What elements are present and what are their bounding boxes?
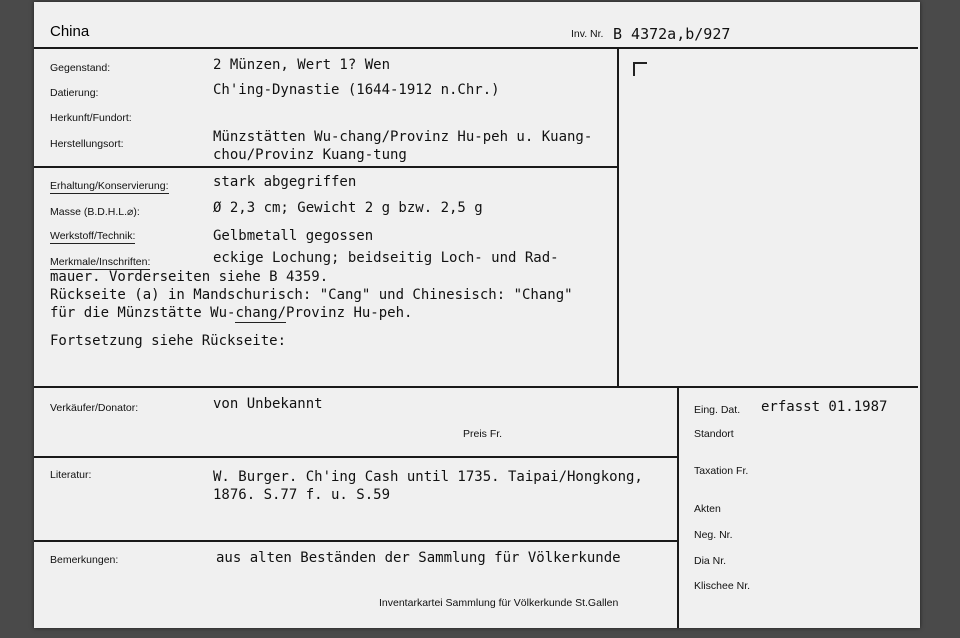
standort-label: Standort [694, 428, 734, 440]
corner-mark [633, 62, 647, 76]
datierung-value: Ch'ing-Dynastie (1644-1912 n.Chr.) [213, 82, 500, 98]
herstellungsort-line-1: Münzstätten Wu-chang/Provinz Hu-peh u. Kuang- [213, 129, 593, 145]
herstellungsort-label: Herstellungsort: [50, 138, 124, 150]
masse-label: Masse (B.D.H.L.⌀): [50, 206, 140, 218]
footer-note: Inventarkartei Sammlung für Völkerkunde St.Gallen [379, 597, 619, 609]
gegenstand-label: Gegenstand: [50, 62, 111, 74]
merkmale-line-1: eckige Lochung; beidseitig Loch- und Rad- [213, 250, 559, 266]
masse-value: Ø 2,3 cm; Gewicht 2 g bzw. 2,5 g [213, 200, 483, 216]
gegenstand-value: 2 Münzen, Wert 1? Wen [213, 57, 391, 73]
preis-label: Preis Fr. [463, 428, 503, 440]
rule-literatur [34, 456, 678, 458]
herkunft-label: Herkunft/Fundort: [50, 112, 132, 124]
rule-mid [34, 166, 618, 168]
country: China [50, 23, 90, 40]
taxation-label: Taxation Fr. [694, 465, 749, 477]
akten-label: Akten [694, 503, 721, 515]
merkmale-label: Merkmale/Inschriften: [50, 256, 151, 268]
merkmale-line-4-post: Provinz Hu-peh. [286, 305, 413, 321]
inv-value: B 4372a,b/927 [613, 25, 731, 43]
klischee-nr-label: Klischee Nr. [694, 580, 751, 592]
verkaeufer-value: von Unbekannt [213, 396, 323, 412]
literatur-line-2: 1876. S.77 f. u. S.59 [213, 487, 391, 503]
eing-dat-value: erfasst 01.1987 [761, 399, 888, 415]
neg-nr-label: Neg. Nr. [694, 529, 733, 541]
rule-bemerkungen [34, 540, 678, 542]
inv-label: Inv. Nr. [571, 28, 604, 40]
bemerkungen-value: aus alten Beständen der Sammlung für Völkerkunde [216, 550, 621, 566]
datierung-label: Datierung: [50, 87, 99, 99]
eing-dat-label: Eing. Dat. [694, 404, 741, 416]
merkmale-line-4-pre: für die Münzstätte Wu- [50, 305, 236, 321]
rule-top [34, 47, 918, 49]
rule-vert-upper [617, 47, 619, 388]
herstellungsort-line-2: chou/Provinz Kuang-tung [213, 147, 407, 163]
erhaltung-value: stark abgegriffen [213, 174, 357, 190]
merkmale-line-3: Rückseite (a) in Mandschurisch: "Cang" und Chinesisch: "Chang" [50, 287, 573, 303]
erhaltung-label: Erhaltung/Konservierung: [50, 180, 169, 192]
merkmale-line-4 [50, 305, 412, 321]
rule-lower [34, 386, 918, 388]
literatur-label: Literatur: [50, 469, 92, 481]
dia-nr-label: Dia Nr. [694, 555, 727, 567]
verkaeufer-label: Verkäufer/Donator: [50, 402, 139, 414]
rule-vert-lower [677, 386, 679, 628]
merkmale-line-5: Fortsetzung siehe Rückseite: [50, 333, 287, 349]
merkmale-line-4-underlined: chang/ [235, 305, 287, 321]
literatur-line-1: W. Burger. Ch'ing Cash until 1735. Taipai/Hongkong, [213, 469, 643, 485]
merkmale-line-2: mauer. Vorderseiten siehe B 4359. [50, 269, 329, 285]
werkstoff-label: Werkstoff/Technik: [50, 230, 136, 242]
bemerkungen-label: Bemerkungen: [50, 554, 119, 566]
werkstoff-value: Gelbmetall gegossen [213, 228, 374, 244]
